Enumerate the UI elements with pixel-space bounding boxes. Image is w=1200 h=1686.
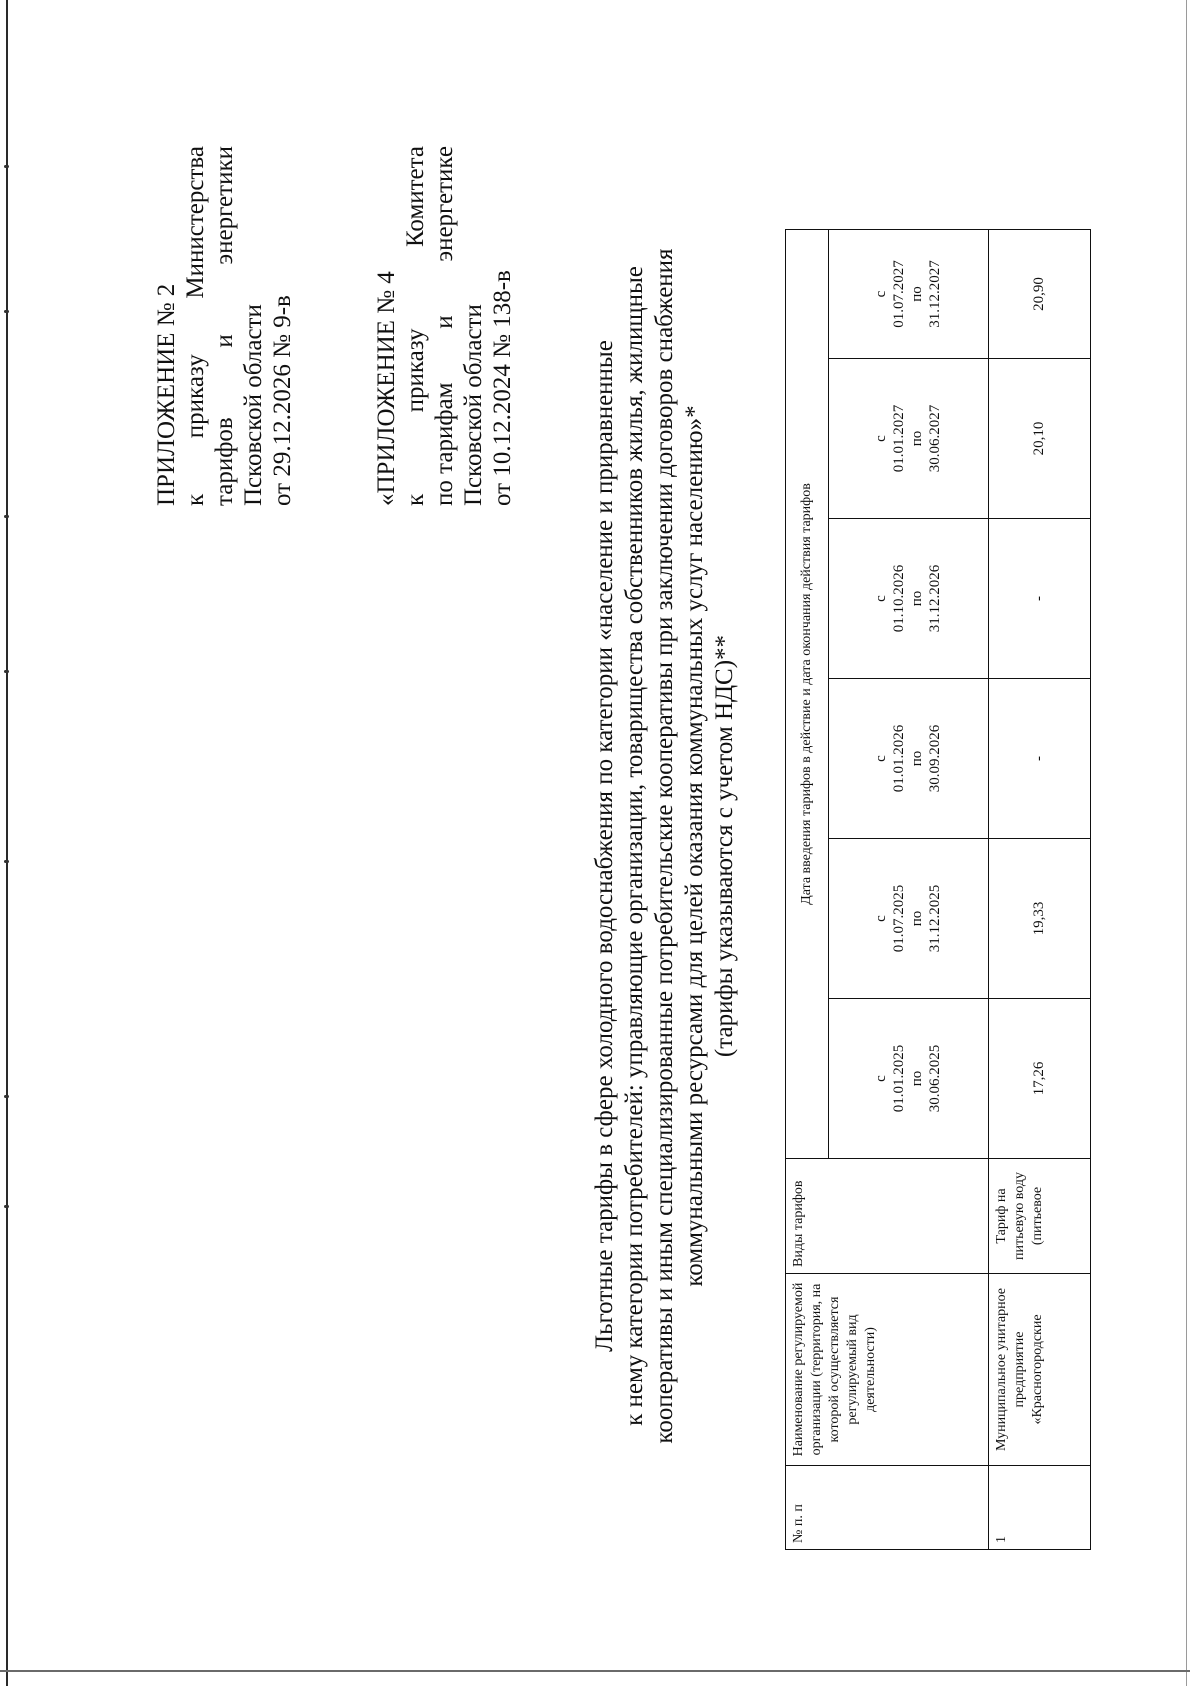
period-text: по bbox=[909, 910, 926, 927]
period-3 bbox=[828, 679, 988, 839]
appendix-old-date: от 10.12.2024 № 138-в bbox=[489, 270, 516, 506]
appendix-old-text: к bbox=[402, 493, 429, 506]
appendix-new-title: ПРИЛОЖЕНИЕ № 2 bbox=[153, 283, 180, 506]
appendix-old-block bbox=[372, 146, 517, 506]
period-text: по bbox=[909, 1070, 926, 1087]
header-num: № п. п bbox=[786, 1466, 989, 1550]
period-text: 01.07.2027 bbox=[891, 260, 908, 328]
title-vat-note: (тарифы указываются с учетом НДС)** bbox=[711, 634, 738, 1058]
appendix-old-text: энергетике bbox=[431, 146, 458, 262]
period-6 bbox=[828, 230, 988, 359]
period-text: по bbox=[909, 750, 926, 767]
period-text: 01.01.2025 bbox=[891, 1044, 908, 1113]
period-text: по bbox=[909, 286, 926, 302]
period-text: 01.10.2026 bbox=[891, 564, 908, 633]
appendix-new-block bbox=[152, 146, 297, 506]
row1-value-2: 19,33 bbox=[988, 839, 1090, 999]
period-text: с bbox=[873, 595, 890, 602]
appendix-new-text: Министерства bbox=[182, 146, 209, 299]
appendix-new-text: приказу bbox=[182, 354, 209, 439]
title-line: Льготные тарифы в сфере холодного водоснабжения по категории «население и приравненные bbox=[591, 340, 618, 1352]
document-title bbox=[590, 186, 740, 1506]
appendix-new-text: и bbox=[211, 334, 238, 348]
period-text: 30.06.2025 bbox=[927, 1044, 944, 1113]
period-1 bbox=[828, 999, 988, 1159]
header-kind: Виды тарифов bbox=[786, 1159, 989, 1274]
period-text: 01.01.2026 bbox=[891, 724, 908, 793]
period-text: 30.06.2027 bbox=[927, 404, 944, 473]
appendix-old-region: Псковской области bbox=[460, 304, 487, 506]
appendix-old-text: Комитета bbox=[402, 146, 429, 248]
period-text: по bbox=[909, 590, 926, 607]
tariff-table bbox=[785, 229, 1091, 1550]
appendix-new-date: от 29.12.2026 № 9-в bbox=[269, 295, 296, 506]
appendix-old-text: по тарифам bbox=[431, 382, 458, 506]
period-text: с bbox=[873, 1075, 890, 1082]
header-org: Наименование регулируемой организации (территория, на которой осуществляется регулируемый вид деятельности) bbox=[786, 1274, 989, 1466]
period-text: 30.09.2026 bbox=[927, 724, 944, 793]
period-2 bbox=[828, 839, 988, 999]
title-line: к нему категории потребителей: управляющие организации, товарищества собственников жилья, жилищные bbox=[621, 266, 648, 1426]
appendix-new-text: тарифов bbox=[211, 417, 238, 506]
period-text: с bbox=[873, 290, 890, 298]
row1-num: 1 bbox=[988, 1466, 1090, 1550]
row1-value-5: 20,10 bbox=[988, 359, 1090, 519]
period-5 bbox=[828, 359, 988, 519]
row1-org: Муниципальное унитарное предприятие «Красногородские bbox=[988, 1274, 1090, 1466]
appendix-new-text: энергетики bbox=[211, 146, 238, 265]
appendix-new-text: к bbox=[182, 493, 209, 506]
period-text: 01.07.2025 bbox=[891, 884, 908, 953]
row1-kind: Тариф на питьевую воду (питьевое bbox=[988, 1159, 1090, 1274]
row1-value-6: 20,90 bbox=[988, 230, 1090, 359]
row1-value-3: - bbox=[988, 679, 1090, 839]
period-text: 31.12.2026 bbox=[927, 564, 944, 633]
appendix-old-text: приказу bbox=[402, 328, 429, 413]
title-line: кооперативы и иным специализированные потребительские кооперативы при заключении договоров снабжения bbox=[651, 248, 678, 1444]
period-text: 31.12.2027 bbox=[927, 260, 944, 328]
appendix-new-region: Псковской области bbox=[240, 304, 267, 506]
appendix-old-title: «ПРИЛОЖЕНИЕ № 4 bbox=[373, 271, 400, 506]
period-text: с bbox=[873, 915, 890, 922]
period-text: 01.01.2027 bbox=[891, 404, 908, 473]
period-text: по bbox=[909, 430, 926, 447]
title-line: коммунальными ресурсами для целей оказания коммунальных услуг населению»* bbox=[681, 405, 708, 1287]
period-text: 31.12.2025 bbox=[927, 884, 944, 953]
period-text: с bbox=[873, 755, 890, 762]
row1-value-1: 17,26 bbox=[988, 999, 1090, 1159]
header-period: Дата введения тарифов в действие и дата окончания действия тарифов bbox=[786, 230, 829, 1159]
period-4 bbox=[828, 519, 988, 679]
row1-value-4: - bbox=[988, 519, 1090, 679]
period-text: с bbox=[873, 435, 890, 442]
appendix-old-text: и bbox=[431, 315, 458, 329]
